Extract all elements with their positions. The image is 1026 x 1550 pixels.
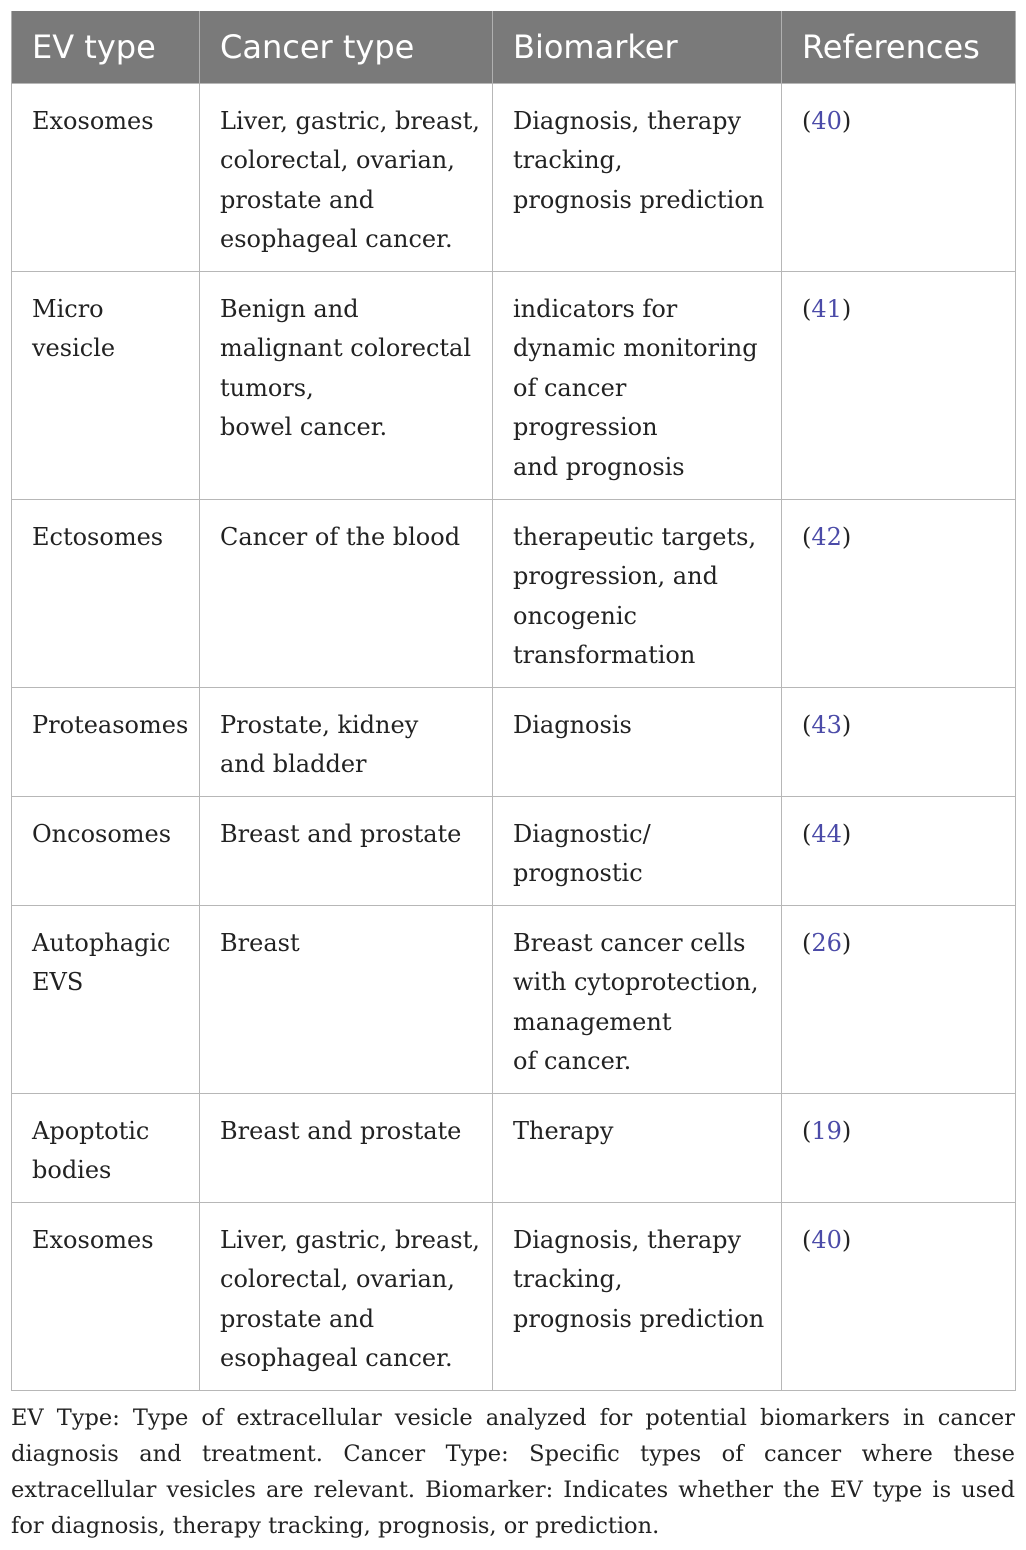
cell-reference: (19) [782,1093,1016,1202]
table-row [12,1202,1016,1390]
cell-ev-type-line: Apoptotic [32,1116,150,1145]
cell-biomarker-line: progression, and [513,562,718,590]
table-row [12,499,1016,687]
cell-cancer-type [200,499,493,687]
cell-cancer-type [200,271,493,499]
cell-biomarker [493,271,782,499]
cell-biomarker-line: of cancer [513,373,627,402]
reference-link[interactable]: 19 [811,1116,842,1145]
cell-biomarker-line: oncogenic [513,601,637,630]
cell-biomarker-line: prognosis prediction [513,185,765,214]
column-header-ev-type: EV type [12,11,200,83]
cell-ev-type [12,271,200,499]
cell-cancer-type [200,1093,493,1202]
cell-biomarker-line: Therapy [513,1116,614,1145]
cell-ev-type-line: Autophagic [32,928,171,957]
cell-biomarker-line: Breast cancer cells [513,928,746,957]
cell-reference: (40) [782,83,1016,271]
cell-cancer-type-line: Liver, gastric, breast, [220,106,480,135]
table-row [12,687,1016,796]
cell-cancer-type [200,1202,493,1390]
table-footnote: EV Type: Type of extracellular vesicle analyzed for potential biomarkers in cancer diagnosis and treatment. Cancer Type: Specific types of cancer where these extracellular vesicles are relevant. Biomarker: Indicates whether the EV type is used for diagnosis, therapy tracking, prognosis, or prediction. [11,1405,1015,1539]
cell-cancer-type-line: Benign and [220,294,359,323]
cell-biomarker [493,83,782,271]
cell-biomarker [493,905,782,1093]
column-header-references: References [782,11,1016,83]
cell-cancer-type-line: Breast and prostate [220,1116,462,1145]
cell-cancer-type-line: bowel cancer. [220,413,388,441]
cell-cancer-type-line: Prostate, kidney [220,710,419,739]
reference-link[interactable]: 26 [811,928,842,957]
cell-biomarker-line: tracking, [513,1265,623,1293]
cell-cancer-type-line: colorectal, ovarian, [220,146,455,174]
cell-reference: (43) [782,687,1016,796]
cell-biomarker-line: management [513,1007,672,1036]
cell-ev-type [12,499,200,687]
cell-ev-type [12,83,200,271]
cell-biomarker-line: with cytoprotection, [513,968,759,996]
cell-ev-type-line: Exosomes [32,1225,154,1254]
ev-biomarker-table [11,11,1016,1391]
table-row [12,271,1016,499]
cell-ev-type-line: Exosomes [32,106,154,135]
reference-link[interactable]: 40 [811,106,842,135]
cell-cancer-type [200,83,493,271]
cell-ev-type [12,905,200,1093]
cell-biomarker-line: dynamic monitoring [513,334,758,362]
column-header-biomarker: Biomarker [493,11,782,83]
cell-biomarker-line: Diagnosis [513,710,632,739]
cell-reference: (44) [782,796,1016,905]
cell-biomarker-line: tracking, [513,146,623,174]
cell-biomarker [493,1202,782,1390]
table-header-row [12,11,1016,83]
table-body [12,83,1016,1390]
cell-ev-type [12,687,200,796]
cell-ev-type [12,1093,200,1202]
cell-ev-type-line: EVS [32,968,84,996]
cell-ev-type-line: Micro [32,294,104,323]
cell-cancer-type-line: tumors, [220,373,314,402]
reference-link[interactable]: 44 [811,819,842,848]
column-header-cancer-type: Cancer type [200,11,493,83]
cell-cancer-type-line: and bladder [220,750,367,778]
reference-link[interactable]: 43 [811,710,842,739]
cell-biomarker [493,796,782,905]
cell-cancer-type-line: prostate and [220,185,375,214]
table-row [12,796,1016,905]
cell-cancer-type-line: Breast [220,928,300,957]
cell-ev-type-line: Oncosomes [32,819,172,848]
cell-cancer-type-line: prostate and [220,1304,375,1333]
cell-biomarker [493,1093,782,1202]
cell-cancer-type-line: esophageal cancer. [220,225,453,253]
table-container [11,11,1015,1391]
cell-biomarker-line: of cancer. [513,1047,632,1075]
cell-cancer-type [200,905,493,1093]
reference-link[interactable]: 40 [811,1225,842,1254]
table-row [12,1093,1016,1202]
cell-biomarker-line: indicators for [513,294,678,323]
cell-cancer-type-line: Breast and prostate [220,819,462,848]
cell-ev-type [12,1202,200,1390]
reference-link[interactable]: 41 [811,294,842,323]
cell-cancer-type-line: Liver, gastric, breast, [220,1225,480,1254]
cell-reference: (42) [782,499,1016,687]
cell-ev-type-line: Ectosomes [32,522,164,551]
cell-cancer-type-line: colorectal, ovarian, [220,1265,455,1293]
cell-ev-type-line: vesicle [32,334,116,362]
cell-cancer-type-line: malignant colorectal [220,334,472,362]
cell-ev-type-line: Proteasomes [32,710,189,739]
cell-biomarker-line: prognostic [513,859,643,887]
cell-biomarker-line: Diagnosis, therapy [513,106,742,135]
table-row [12,83,1016,271]
cell-biomarker-line: progression [513,413,658,441]
table-row [12,905,1016,1093]
cell-reference: (26) [782,905,1016,1093]
cell-biomarker [493,499,782,687]
cell-biomarker-line: therapeutic targets, [513,522,757,551]
cell-ev-type-line: bodies [32,1156,112,1184]
cell-cancer-type [200,796,493,905]
cell-biomarker-line: prognosis prediction [513,1304,765,1333]
cell-cancer-type-line: Cancer of the blood [220,522,461,551]
reference-link[interactable]: 42 [811,522,842,551]
cell-biomarker-line: Diagnostic/ [513,819,651,848]
cell-cancer-type-line: esophageal cancer. [220,1344,453,1372]
cell-ev-type [12,796,200,905]
cell-biomarker-line: Diagnosis, therapy [513,1225,742,1254]
cell-cancer-type [200,687,493,796]
cell-biomarker-line: transformation [513,641,696,669]
cell-biomarker-line: and prognosis [513,452,685,481]
cell-biomarker [493,687,782,796]
cell-reference: (40) [782,1202,1016,1390]
cell-reference: (41) [782,271,1016,499]
